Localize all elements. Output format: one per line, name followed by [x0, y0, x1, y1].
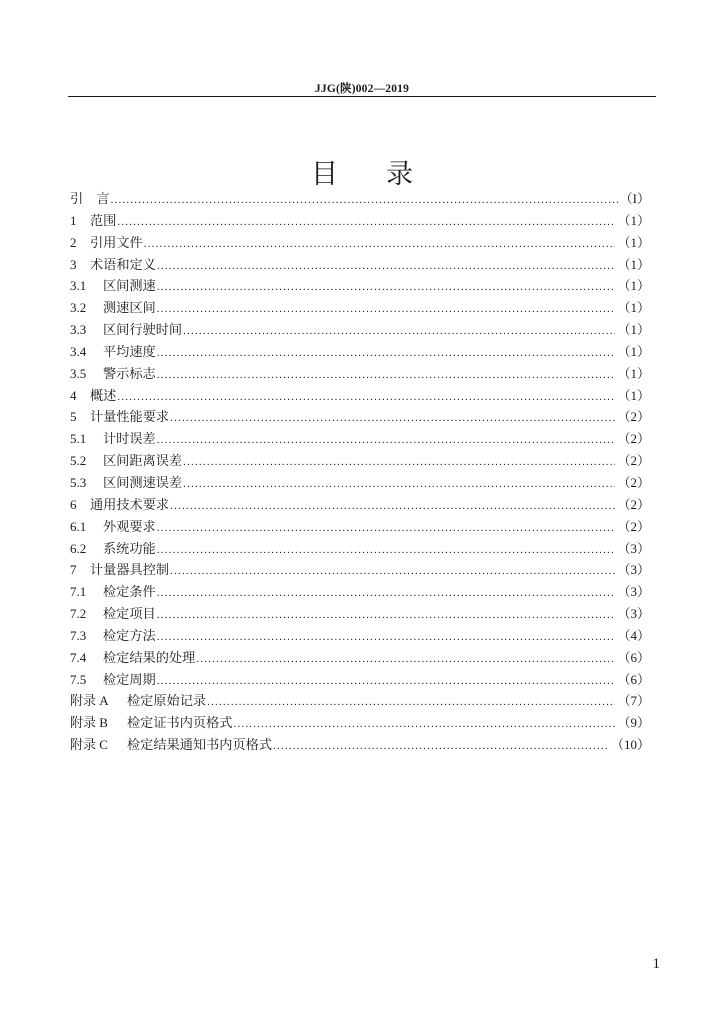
- page-number: 1: [652, 956, 660, 972]
- toc-leader-dots: [157, 299, 616, 321]
- toc-leader-dots: [183, 474, 615, 496]
- toc-entry-label: [70, 297, 156, 320]
- toc-entry-number: 6.1: [70, 518, 87, 534]
- toc-entry-number: 附录 A: [70, 693, 109, 709]
- toc-entry-title: 范围: [90, 213, 117, 229]
- toc-entry[interactable]: [70, 516, 650, 538]
- toc-entry-title: 检定原始记录: [127, 694, 207, 710]
- toc-entry[interactable]: [70, 559, 650, 581]
- toc-entry-label: [70, 428, 156, 451]
- toc-entry-label: [70, 647, 195, 670]
- page-title: 目录: [311, 159, 461, 191]
- toc-entry[interactable]: [70, 210, 650, 232]
- toc-entry-page: （2）: [617, 453, 650, 469]
- toc-entry-label: [70, 494, 169, 517]
- toc-entry-number: 7.3: [70, 627, 87, 643]
- toc-entry[interactable]: [70, 275, 650, 297]
- toc-entry[interactable]: [70, 472, 650, 494]
- toc-entry-label: [70, 581, 156, 604]
- toc-entry-number: 3: [70, 256, 77, 272]
- toc-entry-title: 检定周期: [103, 672, 156, 688]
- toc-entry-number: 3.5: [70, 365, 87, 381]
- toc-entry[interactable]: [70, 712, 650, 734]
- toc-entry-page: （3）: [617, 606, 650, 622]
- toc-leader-dots: [157, 256, 616, 278]
- toc-entry-number: 5.3: [70, 474, 87, 490]
- toc-entry-page: （1）: [617, 343, 650, 359]
- document-code: JJG(陕)002—2019: [314, 83, 410, 95]
- toc-entry-number: 4: [70, 387, 77, 403]
- toc-entry-number: 附录 C: [70, 737, 108, 753]
- toc-leader-dots: [157, 583, 616, 605]
- toc-entry[interactable]: [70, 341, 650, 363]
- toc-entry[interactable]: [70, 385, 650, 407]
- toc-entry-label: [70, 210, 116, 233]
- toc-entry[interactable]: [70, 450, 650, 472]
- toc-entry-title: 测速区间: [103, 301, 156, 317]
- toc-leader-dots: [117, 212, 615, 234]
- toc-entry-page: （2）: [617, 409, 650, 425]
- toc-entry-label: [70, 625, 156, 648]
- toc-leader-dots: [157, 540, 616, 562]
- toc-entry-label: [70, 341, 156, 364]
- toc-entry[interactable]: [70, 538, 650, 560]
- toc-entry-number: 3.4: [70, 343, 87, 359]
- toc-entry-title: 术语和定义: [90, 257, 156, 273]
- toc-leader-dots: [170, 496, 615, 518]
- toc-entry-page: （10）: [610, 737, 650, 753]
- toc-entry[interactable]: [70, 625, 650, 647]
- toc-entry-label: [70, 712, 233, 735]
- toc-entry-page: （7）: [617, 693, 650, 709]
- toc-entry-number: 6.2: [70, 540, 87, 556]
- toc-entry-page: （4）: [617, 627, 650, 643]
- table-of-contents: [70, 188, 650, 756]
- toc-entry-label: [70, 516, 156, 539]
- toc-entry-number: 7.1: [70, 584, 87, 600]
- toc-entry[interactable]: [70, 319, 650, 341]
- toc-leader-dots: [157, 627, 616, 649]
- toc-entry-page: （6）: [617, 671, 650, 687]
- toc-entry-label: [70, 603, 156, 626]
- toc-entry-label: [70, 538, 156, 561]
- toc-entry[interactable]: [70, 254, 650, 276]
- toc-entry-title: 系统功能: [103, 541, 156, 557]
- toc-entry-page: （6）: [617, 649, 650, 665]
- toc-entry[interactable]: [70, 232, 650, 254]
- toc-leader-dots: [170, 561, 615, 583]
- toc-entry-page: （3）: [617, 584, 650, 600]
- toc-entry-page: （1）: [617, 387, 650, 403]
- toc-entry-page: （2）: [617, 431, 650, 447]
- toc-entry-title: 检定结果的处理: [103, 650, 196, 666]
- toc-entry-page: （1）: [617, 256, 650, 272]
- toc-entry-page: （1）: [617, 365, 650, 381]
- toc-entry-page: （1）: [617, 212, 650, 228]
- toc-entry-page: （2）: [617, 496, 650, 512]
- toc-entry-page: （3）: [617, 562, 650, 578]
- toc-entry[interactable]: [70, 647, 650, 669]
- toc-entry[interactable]: [70, 188, 650, 210]
- toc-entry-page: （1）: [617, 234, 650, 250]
- toc-entry[interactable]: [70, 406, 650, 428]
- toc-leader-dots: [273, 736, 609, 758]
- toc-entry-number: 7.5: [70, 671, 87, 687]
- toc-leader-dots: [157, 365, 616, 387]
- toc-entry-page: （1）: [617, 322, 650, 338]
- toc-entry-label: [70, 690, 206, 713]
- toc-entry-page: （I）: [619, 191, 650, 206]
- toc-entry-title: 检定证书内页格式: [127, 716, 233, 732]
- toc-entry-label: [70, 472, 182, 495]
- toc-entry-title: 检定结果通知书内页格式: [127, 738, 273, 754]
- toc-leader-dots: [157, 518, 616, 540]
- toc-entry-label: [70, 559, 169, 582]
- toc-leader-dots: [207, 692, 615, 714]
- toc-entry-label: [70, 385, 116, 408]
- toc-entry[interactable]: [70, 669, 650, 691]
- toc-leader-dots: [157, 343, 616, 365]
- toc-entry-title: 引 言: [70, 192, 110, 207]
- toc-leader-dots: [196, 649, 615, 671]
- toc-entry-title: 计量器具控制: [90, 563, 170, 579]
- toc-leader-dots: [157, 430, 616, 452]
- toc-leader-dots: [183, 452, 615, 474]
- toc-entry-title: 警示标志: [103, 366, 156, 382]
- toc-entry-number: 5: [70, 409, 77, 425]
- toc-entry-number: 7.4: [70, 649, 87, 665]
- toc-entry-title: 区间测速误差: [103, 475, 183, 491]
- toc-entry[interactable]: [70, 297, 650, 319]
- toc-leader-dots: [170, 408, 615, 430]
- toc-entry-number: 3.1: [70, 278, 87, 294]
- toc-entry-label: [70, 319, 182, 342]
- toc-entry-label: [70, 669, 156, 692]
- toc-leader-dots: [157, 277, 616, 299]
- toc-entry-title: 区间测速: [103, 279, 156, 295]
- toc-leader-dots: [144, 234, 616, 256]
- toc-entry[interactable]: [70, 734, 650, 756]
- toc-entry-label: [70, 254, 156, 277]
- toc-entry[interactable]: [70, 581, 650, 603]
- toc-entry-title: 外观要求: [103, 519, 156, 535]
- toc-leader-dots: [234, 714, 616, 736]
- toc-entry-number: 6: [70, 496, 77, 512]
- toc-entry-title: 引用文件: [90, 235, 143, 251]
- toc-entry-page: （2）: [617, 518, 650, 534]
- toc-entry-number: 5.2: [70, 453, 87, 469]
- toc-leader-dots: [157, 671, 616, 693]
- toc-entry-number: 3.3: [70, 322, 87, 338]
- toc-entry-title: 检定条件: [103, 585, 156, 601]
- toc-entry-title: 检定方法: [103, 628, 156, 644]
- toc-entry-label: [70, 189, 110, 211]
- toc-entry-number: 附录 B: [70, 715, 108, 731]
- toc-leader-dots: [117, 387, 615, 409]
- toc-entry-title: 通用技术要求: [90, 497, 170, 513]
- toc-entry-title: 概述: [90, 388, 117, 404]
- toc-entry-label: [70, 406, 169, 429]
- toc-entry-title: 计时误差: [103, 432, 156, 448]
- toc-entry[interactable]: [70, 363, 650, 385]
- toc-entry-page: （1）: [617, 278, 650, 294]
- toc-entry-title: 平均速度: [103, 344, 156, 360]
- toc-entry-label: [70, 363, 156, 386]
- toc-entry-title: 区间行驶时间: [103, 323, 183, 339]
- toc-entry-number: 5.1: [70, 431, 87, 447]
- toc-leader-dots: [183, 321, 615, 343]
- toc-entry-title: 计量性能要求: [90, 410, 170, 426]
- toc-entry-page: （9）: [617, 715, 650, 731]
- toc-entry[interactable]: [70, 603, 650, 625]
- toc-entry[interactable]: [70, 690, 650, 712]
- toc-entry-page: （3）: [617, 540, 650, 556]
- toc-leader-dots: [157, 605, 616, 627]
- toc-leader-dots: [111, 190, 618, 212]
- toc-entry-number: 7: [70, 562, 77, 578]
- toc-entry-number: 1: [70, 212, 77, 228]
- toc-entry-number: 3.2: [70, 300, 87, 316]
- toc-entry[interactable]: [70, 494, 650, 516]
- toc-entry-label: [70, 232, 143, 255]
- toc-entry-title: 区间距离误差: [103, 454, 183, 470]
- toc-entry-label: [70, 734, 272, 757]
- toc-entry-page: （2）: [617, 474, 650, 490]
- toc-entry-title: 检定项目: [103, 607, 156, 623]
- toc-entry-number: 7.2: [70, 606, 87, 622]
- toc-entry-label: [70, 275, 156, 298]
- header-divider: [68, 96, 656, 97]
- toc-entry-label: [70, 450, 182, 473]
- toc-entry-number: 2: [70, 234, 77, 250]
- toc-entry-page: （1）: [617, 300, 650, 316]
- toc-entry[interactable]: [70, 428, 650, 450]
